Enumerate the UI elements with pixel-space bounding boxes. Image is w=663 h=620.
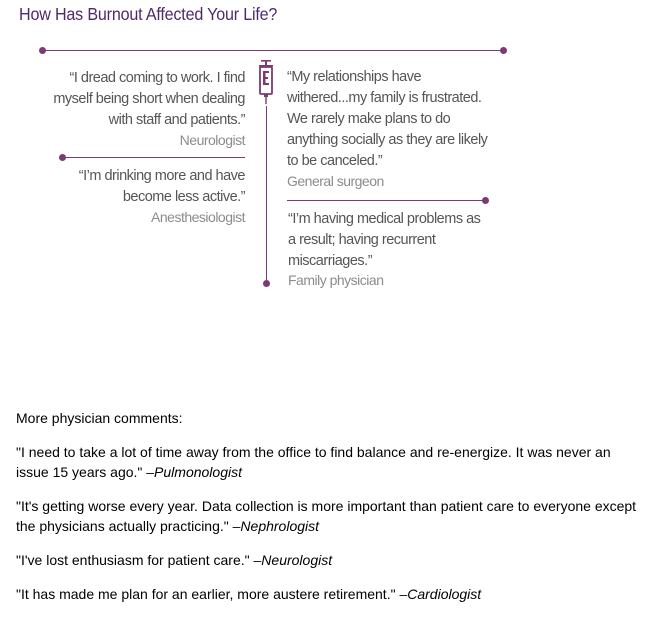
comment-item	[16, 496, 646, 536]
comment-attribution: –Neurologist	[253, 552, 333, 568]
comment-attribution: –Cardiologist	[399, 586, 482, 602]
comments-heading: More physician comments:	[16, 410, 183, 426]
infographic-title: How Has Burnout Affected Your Life?	[19, 4, 278, 24]
center-timeline	[266, 106, 267, 280]
physician-comments	[16, 408, 646, 618]
top-rule-right-dot	[500, 47, 507, 54]
top-rule	[43, 50, 504, 51]
quote-general-surgeon: “My relationships have withered...my family is frustrated. We rarely make plans to do anything socially as they are likely to be canceled.”	[287, 69, 488, 169]
right-rule-dot	[482, 197, 489, 204]
right-rule	[287, 200, 486, 201]
comment-item	[16, 584, 646, 604]
syringe-icon	[258, 60, 274, 104]
attribution-family-physician: Family physician	[288, 272, 384, 288]
attribution-anesthesiologist: Anesthesiologist	[151, 209, 245, 225]
left-rule	[63, 157, 245, 158]
attribution-general-surgeon: General surgeon	[287, 173, 384, 189]
comment-text: "I need to take a lot of time away from the office to find balance and re-energize. It was never an issue 15 years ago."	[16, 444, 611, 480]
comment-attribution: –Nephrologist	[232, 518, 320, 534]
quote-anesthesiologist: “I’m drinking more and have become less active.”	[78, 168, 245, 205]
attribution-neurologist: Neurologist	[179, 132, 245, 148]
comment-text: "I've lost enthusiasm for patient care."	[16, 552, 254, 568]
comment-item	[16, 550, 646, 570]
quote-family-physician: “I’m having medical problems as a result; having recurrent miscarriages.”	[288, 211, 481, 269]
comment-text: "It has made me plan for an earlier, more austere retirement."	[16, 586, 400, 602]
comment-text: "It's getting worse every year. Data collection is more important than patient care to everyone except the physicians actually practicing."	[16, 498, 637, 534]
comment-attribution: –Pulmonologist	[146, 464, 242, 480]
quote-neurologist: “I dread coming to work. I find myself being short when dealing with staff and patients.”	[53, 70, 245, 128]
comment-item	[16, 442, 646, 482]
center-timeline-bottom-dot	[263, 280, 270, 287]
